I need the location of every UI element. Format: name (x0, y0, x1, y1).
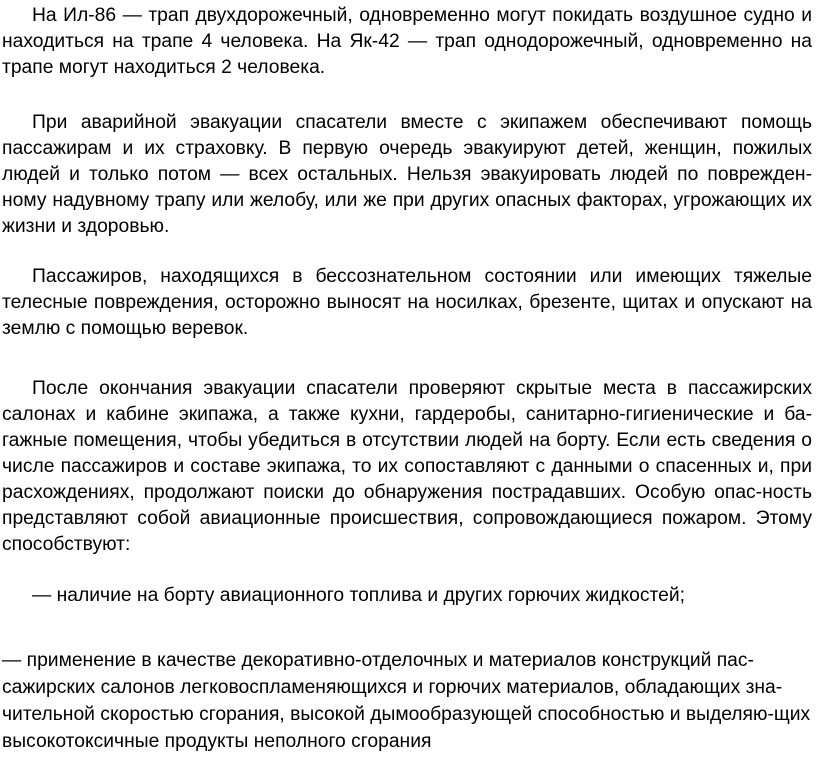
paragraph-unconscious-passengers: Пассажиров, находящихся в бессознательном состоянии или имеющих тяжелые телесные повреждения, осторожно выносят на носилках, брезенте, щитах и опускают на землю с помощью веревок. (2, 266, 812, 339)
paragraph-emergency-evacuation: При аварийной эвакуации спасатели вместе с экипажем обеспечивают помощь пассажирам и их страховку. В первую очередь эвакуируют детей, женщин, пожилых людей и только потом — всех остальных. Нельзя эвакуировать людей по поврежден-ному надувному трапу или желобу, или же при других опасных факторах, угрожающих их жизни и здоровью. (2, 112, 812, 237)
paragraph-list-item-fuel: — наличие на борту авиационного топлива и других горючих жидкостей; (32, 585, 686, 606)
paragraph-post-evacuation-check: После окончания эвакуации спасатели проверяют скрытые места в пассажирских салонах и кабине экипажа, а также кухни, гардеробы, санитарно-гигиенические и ба-гажные помещения, чтобы убедиться в отсутствии людей на борту. Если есть сведения о числе пассажиров и составе экипажа, то их сопоставляют с данными о спасенных и, при расхождениях, продолжают поиски до обнаружения пострадавших. Особую опас-ность представляют собой авиационные происшествия, сопровождающиеся пожаром. Этому способствуют: (2, 378, 812, 555)
paragraph-evacuation-ramps: На Ил-86 — трап двухдорожечный, одновременно могут покидать воздушное судно и находиться на трапе 4 человека. На Як-42 — трап однодорожечный, одновременно на трапе могут находиться 2 человека. (2, 5, 812, 78)
paragraph-list-item-materials: — применение в качестве декоративно-отделочных и материалов конструкций пас-сажирских салонов легковоспламеняющихся и горючих материалов, обладающих зна-чительной скоростью сгорания, высокой дымообразующей способностью и выделяю-щих высокотоксичные продукты неполного сгорания (2, 650, 811, 752)
